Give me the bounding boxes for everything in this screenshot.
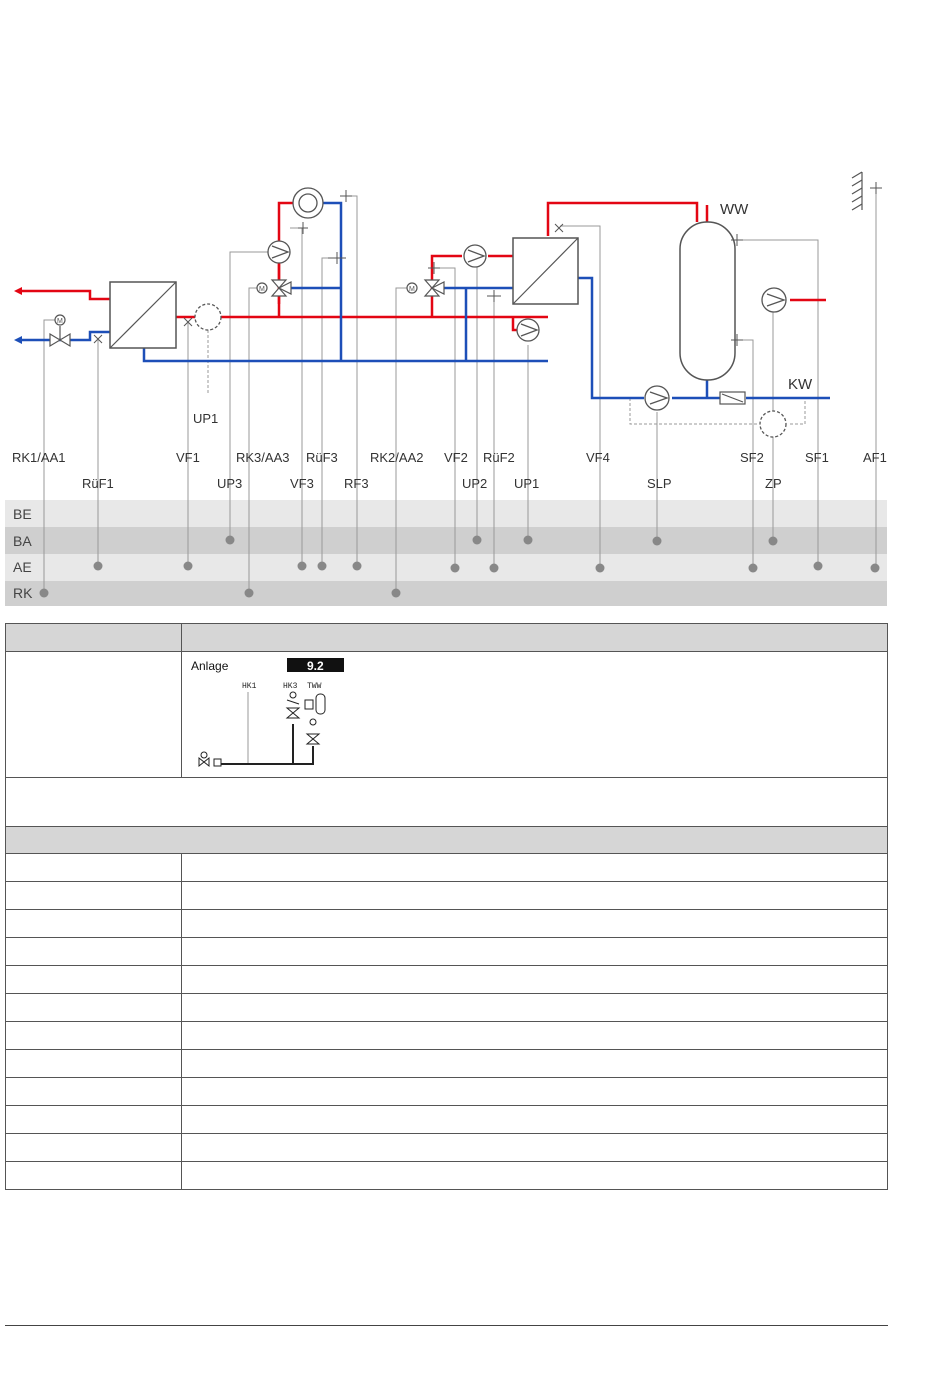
band-label-ba: BA <box>13 533 32 549</box>
label-vf4: VF4 <box>586 450 610 465</box>
radiator-icon <box>293 188 323 218</box>
pump-zp-icon <box>760 411 786 437</box>
label-rf3: RF3 <box>344 476 369 491</box>
label-up2: UP2 <box>462 476 488 491</box>
label-vf1: VF1 <box>176 450 200 465</box>
pump-up3-icon <box>268 241 290 263</box>
label-vf2: VF2 <box>444 450 468 465</box>
display-hk3: HK3 <box>283 682 298 691</box>
label-rk2: RK2/AA2 <box>370 450 424 465</box>
label-ruf3: RüF3 <box>306 450 338 465</box>
pump-slp-icon <box>645 386 669 410</box>
pump-up2-icon <box>464 245 486 267</box>
label-up1: UP1 <box>514 476 540 491</box>
display-tww: TWW <box>307 682 322 691</box>
label-sf2: SF2 <box>740 450 764 465</box>
heat-exchanger-2 <box>513 238 578 304</box>
heat-exchanger-1 <box>110 282 176 348</box>
band-label-be: BE <box>13 506 32 522</box>
label-zp: ZP <box>765 476 782 491</box>
footer-rule <box>5 1325 888 1326</box>
band-ba <box>5 527 887 554</box>
info-table <box>5 623 888 1190</box>
band-label-ae: AE <box>13 559 32 575</box>
label-up1-pump: UP1 <box>193 411 219 426</box>
motor-m-icon: M <box>409 286 415 293</box>
band-be <box>5 500 887 527</box>
label-ruf1: RüF1 <box>82 476 114 491</box>
system-schematic <box>0 0 950 620</box>
motor-m-icon: M <box>57 318 63 325</box>
display-hk1: HK1 <box>242 682 257 691</box>
label-af1: AF1 <box>863 450 887 465</box>
pump-up1-icon <box>195 304 221 330</box>
band-label-rk: RK <box>13 585 33 601</box>
check-valve-icon <box>720 392 745 404</box>
band-rk <box>5 581 887 606</box>
label-up3: UP3 <box>217 476 243 491</box>
label-vf3: VF3 <box>290 476 314 491</box>
label-ruf2: RüF2 <box>483 450 515 465</box>
label-rk3: RK3/AA3 <box>236 450 290 465</box>
label-sf1: SF1 <box>805 450 829 465</box>
outdoor-wall-icon <box>852 172 862 210</box>
pump-up1b-icon <box>517 319 539 341</box>
pump-sf-icon <box>762 288 786 312</box>
label-kw: KW <box>788 376 813 393</box>
display-title: Anlage <box>191 659 229 673</box>
display-value: 9.2 <box>307 659 324 673</box>
controller-display <box>187 652 367 777</box>
label-slp: SLP <box>647 476 672 491</box>
label-rk1: RK1/AA1 <box>12 450 66 465</box>
motor-m-icon: M <box>259 286 265 293</box>
label-ww: WW <box>720 201 749 218</box>
storage-tank <box>680 222 735 380</box>
